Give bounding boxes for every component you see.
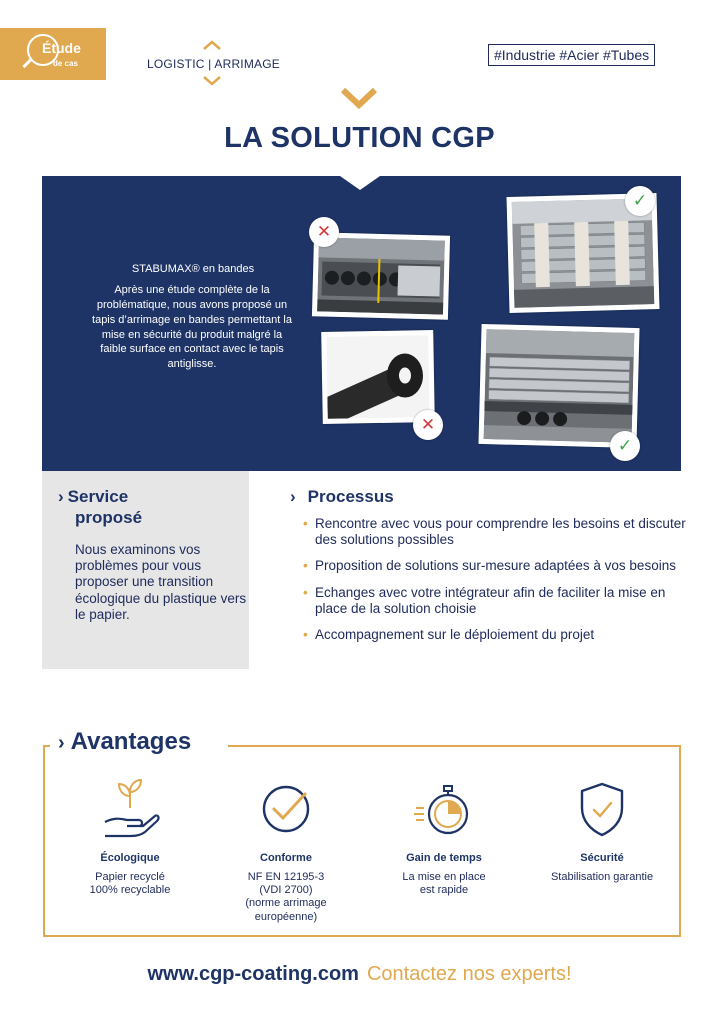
advantage-label: Écologique xyxy=(100,852,160,864)
advantage-ecologique xyxy=(60,778,200,897)
process-item: • Accompagnement sur le déploiement du projet xyxy=(303,627,698,643)
photo-truck-loaded-after xyxy=(478,324,639,448)
advantage-conforme xyxy=(216,778,356,924)
logo-separator: | xyxy=(208,57,212,71)
advantage-desc: NF EN 12195-3 (VDI 2700) (norme arrimage européenne) xyxy=(245,871,327,923)
process-item: • Rencontre avec vous pour comprendre les besoins et discuter des solutions possibles xyxy=(303,516,698,548)
plant-hand-icon xyxy=(99,778,161,840)
service-title-line1: Service xyxy=(67,487,129,506)
badge-line2: de cas xyxy=(53,59,78,68)
advantage-securite xyxy=(532,778,672,884)
advantage-desc: Papier recyclé 100% recyclable xyxy=(89,871,171,897)
stopwatch-icon xyxy=(413,778,475,840)
service-body: Nous examinons vos problèmes pour vous proposer une transition écologique du plastique vers le papier. xyxy=(75,542,247,622)
chevron-down-icon xyxy=(203,76,221,86)
advantage-label: Conforme xyxy=(260,852,312,864)
process-item: • Proposition de solutions sur-mesure adaptées à vos besoins xyxy=(303,558,698,574)
page-title: LA SOLUTION CGP xyxy=(224,122,495,154)
cross-icon: ✕ xyxy=(309,217,339,247)
logo-part1: LOGISTIC xyxy=(147,57,205,71)
service-title-line2: proposé xyxy=(75,507,143,527)
check-icon: ✓ xyxy=(610,431,640,461)
badge-line1: Étude xyxy=(42,40,81,56)
solution-panel-notch xyxy=(340,176,380,190)
process-title xyxy=(290,487,394,507)
contact-cta[interactable]: Contactez nos experts! xyxy=(366,963,572,985)
check-circle-icon xyxy=(255,778,317,840)
advantage-desc: La mise en place est rapide xyxy=(402,871,486,897)
advantages-title-text: Avantages xyxy=(70,728,192,755)
product-name: STABUMAX® en bandes xyxy=(131,263,255,275)
shield-check-icon xyxy=(571,778,633,840)
cross-icon: ✕ xyxy=(413,410,443,440)
chevron-right-icon: › xyxy=(58,732,65,754)
process-item: • Echanges avec votre intégrateur afin de faciliter la mise en place de la solution choisie xyxy=(303,585,698,617)
process-list xyxy=(303,516,698,653)
footer xyxy=(0,963,719,986)
logo-part2: ARRIMAGE xyxy=(214,57,280,71)
advantage-gain-de-temps xyxy=(374,778,514,897)
chevron-down-icon xyxy=(340,87,378,109)
advantage-label: Gain de temps xyxy=(406,852,482,864)
logistic-arrimage-logo xyxy=(147,40,297,88)
solution-description: Après une étude complète de la problématique, nous avons proposé un tapis d’arrimage en bandes permettant la mise en sécurité du produit malgré la faible surface en contact avec le tapis antiglisse. xyxy=(92,284,292,371)
advantage-label: Sécurité xyxy=(580,852,624,864)
website-link[interactable]: www.cgp-coating.com xyxy=(147,963,359,985)
chevron-up-icon xyxy=(203,40,221,50)
magnifier-handle xyxy=(22,59,31,68)
case-study-badge xyxy=(0,28,106,80)
chevron-right-icon: › xyxy=(290,487,296,506)
photo-antislip-roll xyxy=(321,330,435,424)
advantage-desc: Stabilisation garantie xyxy=(550,871,654,883)
check-icon: ✓ xyxy=(625,186,655,216)
service-title xyxy=(58,487,142,528)
process-title-text: Processus xyxy=(307,487,394,506)
hashtags: #Industrie #Acier #Tubes xyxy=(488,44,655,66)
chevron-right-icon: › xyxy=(58,487,64,506)
advantages-title xyxy=(58,728,191,756)
photo-tubes-truck-before xyxy=(312,232,450,320)
